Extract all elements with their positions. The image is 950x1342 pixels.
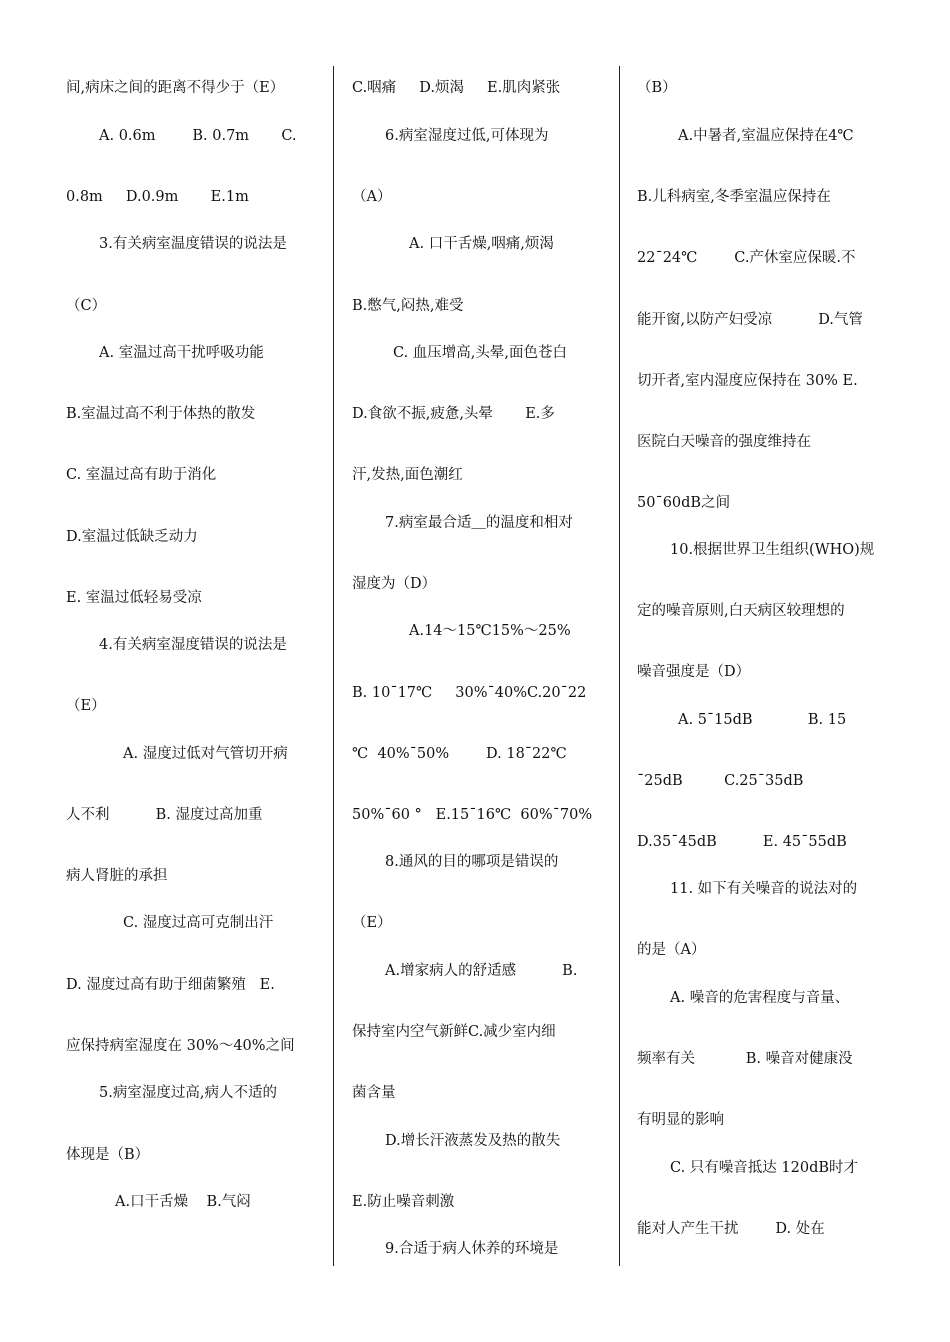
text-line: 间,病床之间的距离不得少于（E）: [66, 80, 285, 96]
text-line: C. 室温过高有助于消化: [66, 467, 217, 483]
text-line: C. 血压增高,头晕,面色苍白: [393, 345, 568, 361]
text-line: D.食欲不振,疲惫,头晕 E.多: [352, 406, 555, 422]
text-line: 医院白天噪音的强度维持在: [637, 434, 811, 450]
text-line: 22¯24℃ C.产休室应保暖.不: [637, 250, 856, 266]
text-line: 湿度为（D）: [352, 576, 437, 592]
text-line: E.防止噪音刺激: [352, 1194, 455, 1210]
text-line: 人不利 B. 湿度过高加重: [66, 807, 263, 823]
text-line: 频率有关 B. 噪音对健康没: [637, 1051, 853, 1067]
text-line: 50%¯60 ° E.15¯16℃ 60%¯70%: [352, 807, 593, 823]
text-line: 10.根据世界卫生组织(WHO)规: [670, 542, 875, 558]
text-line: 能开窗,以防产妇受凉 D.气管: [637, 312, 863, 328]
text-line: 6.病室湿度过低,可体现为: [385, 128, 549, 144]
text-line: 噪音强度是（D）: [637, 664, 751, 680]
text-line: ¯25dB C.25¯35dB: [637, 773, 804, 789]
text-line: C. 湿度过高可克制出汗: [123, 915, 274, 931]
column-divider-1: [333, 66, 334, 1266]
text-line: 定的噪音原则,白天病区较理想的: [637, 603, 845, 619]
text-line: D.35¯45dB E. 45¯55dB: [637, 834, 847, 850]
text-line: （B）: [637, 80, 677, 96]
text-line: A. 口干舌燥,咽痛,烦渴: [409, 236, 554, 252]
text-line: A. 0.6m B. 0.7m C.: [99, 128, 297, 144]
text-line: A. 5¯15dB B. 15: [678, 712, 847, 728]
text-line: 9.合适于病人休养的环境是: [385, 1241, 559, 1257]
text-line: A. 噪音的危害程度与音量、: [670, 990, 850, 1006]
text-line: 应保持病室湿度在 30%～40%之间: [66, 1038, 295, 1054]
text-line: 7.病室最合适＿的温度和相对: [385, 515, 573, 531]
text-line: 11. 如下有关噪音的说法对的: [670, 881, 858, 897]
text-line: B. 10¯17℃ 30%¯40%C.20¯22: [352, 685, 587, 701]
text-line: A. 湿度过低对气管切开病: [123, 746, 288, 762]
text-line: 8.通风的目的哪项是错误的: [385, 854, 559, 870]
text-line: C. 只有噪音抵达 120dB时才: [670, 1160, 859, 1176]
text-line: C.咽痛 D.烦渴 E.肌肉紧张: [352, 80, 561, 96]
text-line: 汗,发热,面色潮红: [352, 467, 463, 483]
text-line: 0.8m D.0.9m E.1m: [66, 189, 249, 205]
text-line: 4.有关病室湿度错误的说法是: [99, 637, 287, 653]
text-line: 菌含量: [352, 1085, 396, 1101]
text-line: 保持室内空气新鲜C.减少室内细: [352, 1024, 556, 1040]
column-divider-2: [619, 66, 620, 1266]
text-line: 有明显的影响: [637, 1112, 724, 1128]
text-line: D.室温过低缺乏动力: [66, 529, 198, 545]
text-line: E. 室温过低轻易受凉: [66, 590, 202, 606]
text-line: 病人肾脏的承担: [66, 868, 168, 884]
text-line: A.增家病人的舒适感 B.: [385, 963, 578, 979]
text-line: A. 室温过高干扰呼吸功能: [99, 345, 264, 361]
text-line: A.14～15℃15%～25%: [409, 623, 571, 639]
text-line: 3.有关病室温度错误的说法是: [99, 236, 287, 252]
text-line: B.儿科病室,冬季室温应保持在: [637, 189, 831, 205]
text-line: D. 湿度过高有助于细菌繁殖 E.: [66, 977, 275, 993]
text-line: （E）: [66, 698, 106, 714]
text-line: 的是（A）: [637, 942, 706, 958]
text-line: 50¯60dB之间: [637, 495, 731, 511]
text-line: B.憋气,闷热,难受: [352, 298, 464, 314]
text-line: 切开者,室内湿度应保持在 30% E.: [637, 373, 858, 389]
text-line: 体现是（B）: [66, 1147, 150, 1163]
text-line: 能对人产生干扰 D. 处在: [637, 1221, 825, 1237]
text-line: B.室温过高不利于体热的散发: [66, 406, 256, 422]
text-line: ℃ 40%¯50% D. 18¯22℃: [352, 746, 567, 762]
text-line: （E）: [352, 915, 392, 931]
text-line: A.口干舌燥 B.气闷: [115, 1194, 251, 1210]
text-line: 5.病室湿度过高,病人不适的: [99, 1085, 277, 1101]
text-line: （A）: [352, 189, 392, 205]
text-line: （C）: [66, 298, 107, 314]
text-line: D.增长汗液蒸发及热的散失: [385, 1133, 561, 1149]
text-line: A.中暑者,室温应保持在4℃: [678, 128, 854, 144]
